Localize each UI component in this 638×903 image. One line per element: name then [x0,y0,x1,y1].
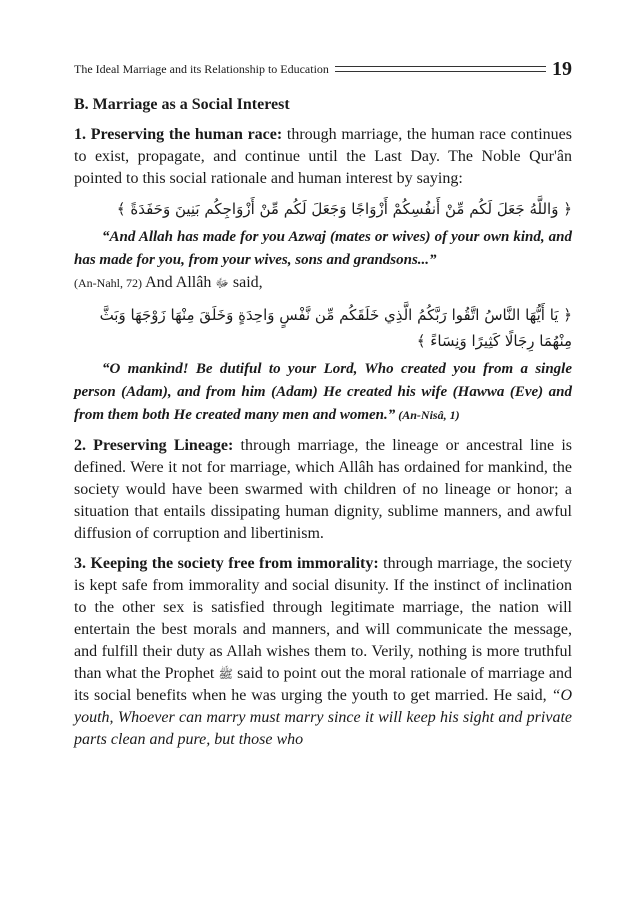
verse-translation: “And Allah has made for you Azwaj (mates or wives) of your own kind, and has made for you, from your wives, sons and grandsons...” [74,229,572,268]
running-header [74,54,572,84]
term-free-from-immorality: 3. Keeping the society free from immorality: [74,555,379,572]
term-preserving-lineage: 2. Preserving Lineage: [74,437,234,454]
prophet-honorific-glyph-icon: ﷺ [218,667,233,681]
header-title: The Ideal Marriage and its Relationship to Education [74,61,329,76]
verse-reference-line [74,272,572,294]
section-title: B. Marriage as a Social Interest [74,96,290,113]
verse-translation [74,358,572,427]
quran-verse-arabic: ﴿ يَا أَيُّهَا النَّاسُ اتَّقُوا رَبَّكُمُ الَّذِي خَلَقَكُم مِّن نَّفْسٍ وَاحِدَةٍ وَخَلَقَ مِنْهَا زَوْجَهَا وَبَثَّ مِنْهُمَا رِجَالًا كَثِيرًا وَنِسَاءً ﴾ [99,306,572,350]
paragraph-preserving-human-race [74,124,572,190]
paragraph-preserving-lineage [74,435,572,545]
paragraph-text: said to point out the moral rationale of marriage and its social benefits when he was urging the youth to get married. He said, [74,665,572,704]
page-number: 19 [552,57,572,80]
said-text: said, [228,274,263,291]
paragraph-text: through marriage, the lineage or ancestral line is defined. Were it not for marriage, which Allâh has ordained for mankind, the society would have been swarmed with children of no lineage or honor; a situation that entails dissipating human dignity, sublime manners, and awful diffusion of corruption and libertinism. [74,437,572,542]
continuation-text: And Allâh [141,274,216,291]
paragraph-text: through marriage, the society is kept safe from immorality and social disunity. If the instinct of inclination to the other sex is satisfied through legitimate marriage, the nation will entertain the best morals and manners, and will communicate the message, and fulfill their duty as Allah wishes them to. Verily, nothing is more truthful than what the Prophet [74,555,573,682]
verse-reference: (An-Nahl, 72) [74,276,142,290]
hadith-quote: “O youth, Whoever can marry must marry since it will keep his sight and private parts clean and pure, but those who [74,687,572,748]
header-rule [335,66,546,72]
verse-reference: (An-Nisâ, 1) [395,408,460,422]
honorific-glyph-icon: ﷻ [215,276,229,290]
paragraph-free-from-immorality [74,553,572,751]
term-preserving-human-race: 1. Preserving the human race: [74,126,283,143]
document-page [74,54,572,751]
paragraph-text: through marriage, the human race continues to exist, propagate, and continue until the Last Day. The Noble Qur'ân pointed to this social rationale and human interest by saying: [74,126,572,187]
translation-text: “O mankind! Be dutiful to your Lord, Who created you from a single person (Adam), and from him (Adam) He created his wife (Hawwa (Eve) and from them both He created many men and women.” [74,361,572,423]
quran-verse-arabic: ﴿ وَاللَّهُ جَعَلَ لَكُم مِّنْ أَنفُسِكُمْ أَزْوَاجًا وَجَعَلَ لَكُم مِّنْ أَزْوَاجِكُم بَنِينَ وَحَفَدَةً ﴾ [116,200,572,218]
